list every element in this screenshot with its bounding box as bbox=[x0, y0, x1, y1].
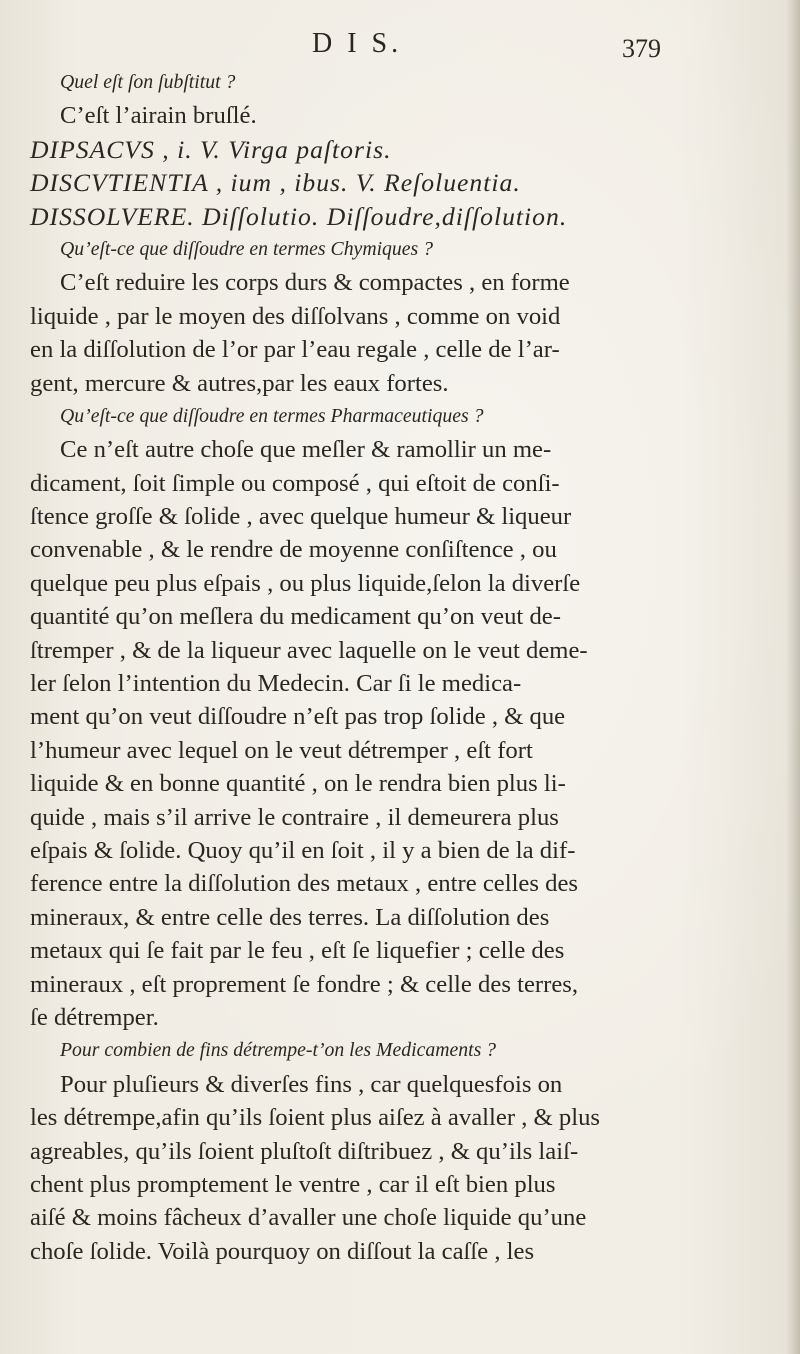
text-line: ſtremper , & de la liqueur avec laquelle on le veut deme- bbox=[30, 636, 588, 664]
entry-heading-line: DISCVTIENTIA , ium , ibus. V. Reſoluentia. bbox=[30, 168, 521, 198]
text-line: liquide & en bonne quantité , on le rendra bien plus li- bbox=[30, 770, 566, 798]
text-line: metaux qui ſe fait par le feu , eſt ſe liquefier ; celle des bbox=[30, 937, 565, 965]
running-head: D I S. bbox=[312, 28, 403, 59]
text-line: gent, mercure & autres,par les eaux fortes. bbox=[30, 369, 449, 397]
question-line: Pour combien de fins détrempe-t’on les Medicaments ? bbox=[60, 1039, 497, 1062]
question-line: Quel eſt ſon ſubſtitut ? bbox=[60, 71, 236, 93]
text-line: chent plus promptement le ventre , car il eſt bien plus bbox=[30, 1170, 556, 1198]
text-line: ment qu’on veut diſſoudre n’eſt pas trop ſolide , & que bbox=[30, 703, 566, 731]
text-line: quide , mais s’il arrive le contraire , il demeurera plus bbox=[30, 803, 559, 831]
text-line: C’eſt reduire les corps durs & compactes , en forme bbox=[60, 269, 570, 297]
text-line: dicament, ſoit ſimple ou composé , qui eſtoit de conſi- bbox=[30, 469, 560, 497]
text-line: quelque peu plus eſpais , ou plus liquide,ſelon la diverſe bbox=[30, 569, 581, 597]
question-line: Qu’eſt-ce que diſſoudre en termes Pharmaceutiques ? bbox=[60, 404, 484, 427]
body-text bbox=[30, 66, 780, 1268]
text-line: quantité qu’on meſlera du medicament qu’on veut de- bbox=[30, 603, 561, 631]
text-line: liquide , par le moyen des diſſolvans , comme on void bbox=[30, 302, 561, 330]
text-line: aiſé & moins fâcheux d’avaller une choſe liquide qu’une bbox=[30, 1204, 587, 1232]
entry-heading-line: DIPSACVS , i. V. Virga paſtoris. bbox=[30, 134, 392, 164]
text-line: Pour pluſieurs & diverſes fins , car quelquesfois on bbox=[60, 1070, 563, 1098]
text-line: ſtence groſſe & ſolide , avec quelque humeur & liqueur bbox=[30, 503, 572, 531]
text-line: mineraux , eſt proprement ſe fondre ; & celle des terres, bbox=[30, 970, 579, 998]
text-line: les détrempe,afin qu’ils ſoient plus aiſez à avaller , & plus bbox=[30, 1104, 601, 1132]
page-number: 379 bbox=[622, 34, 661, 63]
text-line: choſe ſolide. Voilà pourquoy on diſſout la caſſe , les bbox=[30, 1237, 535, 1265]
page-edge-shadow bbox=[786, 0, 800, 1354]
text-line: ler ſelon l’intention du Medecin. Car ſi le medica- bbox=[30, 670, 522, 698]
text-line: C’eſt l’airain bruſlé. bbox=[60, 102, 257, 130]
page-header bbox=[0, 28, 800, 68]
entry-heading-line: DISSOLVERE. Diſſolutio. Diſſoudre,diſſolution. bbox=[30, 201, 568, 231]
text-line: ſe détremper. bbox=[30, 1003, 159, 1031]
text-line: mineraux, & entre celle des terres. La diſſolution des bbox=[30, 903, 550, 931]
text-line: l’humeur avec lequel on le veut détremper , eſt fort bbox=[30, 736, 533, 764]
text-line: agreables, qu’ils ſoient pluſtoſt diſtribuez , & qu’ils laiſ- bbox=[30, 1137, 579, 1165]
question-line: Qu’eſt-ce que diſſoudre en termes Chymiques ? bbox=[60, 237, 434, 260]
text-line: eſpais & ſolide. Quoy qu’il en ſoit , il y a bien de la dif- bbox=[30, 836, 576, 864]
text-line: en la diſſolution de l’or par l’eau regale , celle de l’ar- bbox=[30, 336, 560, 364]
text-line: convenable , & le rendre de moyenne conſiſtence , ou bbox=[30, 536, 557, 564]
text-line: Ce n’eſt autre choſe que meſler & ramollir un me- bbox=[60, 436, 552, 464]
text-line: ference entre la diſſolution des metaux , entre celles des bbox=[30, 870, 579, 898]
